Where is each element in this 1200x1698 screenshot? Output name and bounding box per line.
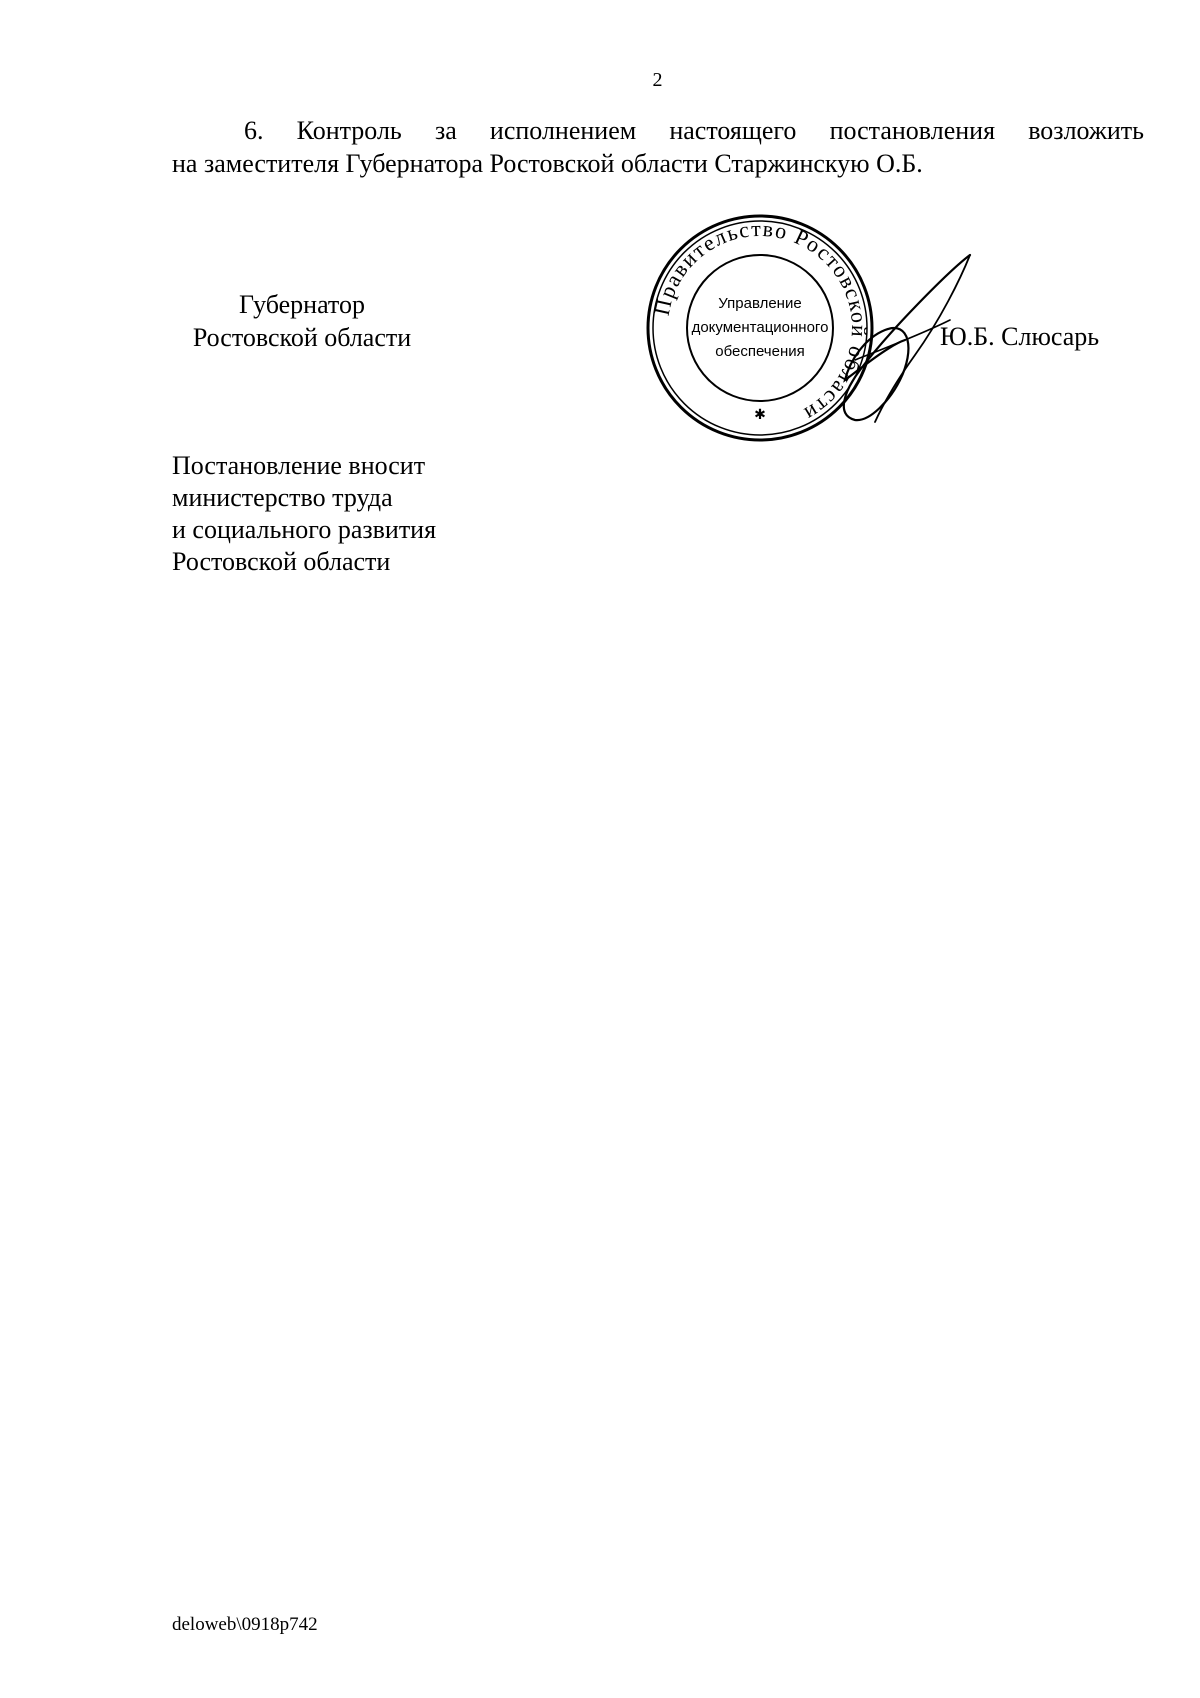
control-paragraph bbox=[172, 114, 1144, 180]
signer-position-line-2: Ростовской области bbox=[192, 323, 412, 352]
seal-ring-text: Правительство Ростовской области bbox=[648, 215, 873, 428]
introduced-by-line-1: Постановление вносит bbox=[172, 451, 426, 480]
signer-position bbox=[172, 288, 432, 354]
introduced-by-line-2: министерство труда bbox=[172, 483, 393, 512]
paragraph-line-1: 6. Контроль за исполнением настоящего постановления возложить bbox=[244, 116, 1144, 145]
introduced-by-line-3: и социального развития bbox=[172, 515, 437, 544]
seal-center-line-2: документационного bbox=[691, 319, 829, 336]
signer-name: Ю.Б. Слюсарь bbox=[940, 322, 1100, 351]
seal-center-line-1: Управление bbox=[718, 295, 802, 312]
introduced-by-line-4: Ростовской области bbox=[172, 547, 391, 576]
seal-center-line-3: обеспечения bbox=[715, 343, 805, 360]
document-code: deloweb\0918p742 bbox=[172, 1614, 318, 1635]
seal-star-icon: ✱ bbox=[754, 407, 766, 423]
paragraph-line-2: на заместителя Губернатора Ростовской области Старжинскую О.Б. bbox=[172, 149, 923, 178]
introduced-by-block bbox=[172, 450, 572, 578]
signer-position-line-1: Губернатор bbox=[239, 290, 365, 319]
page-number: 2 bbox=[652, 69, 663, 91]
